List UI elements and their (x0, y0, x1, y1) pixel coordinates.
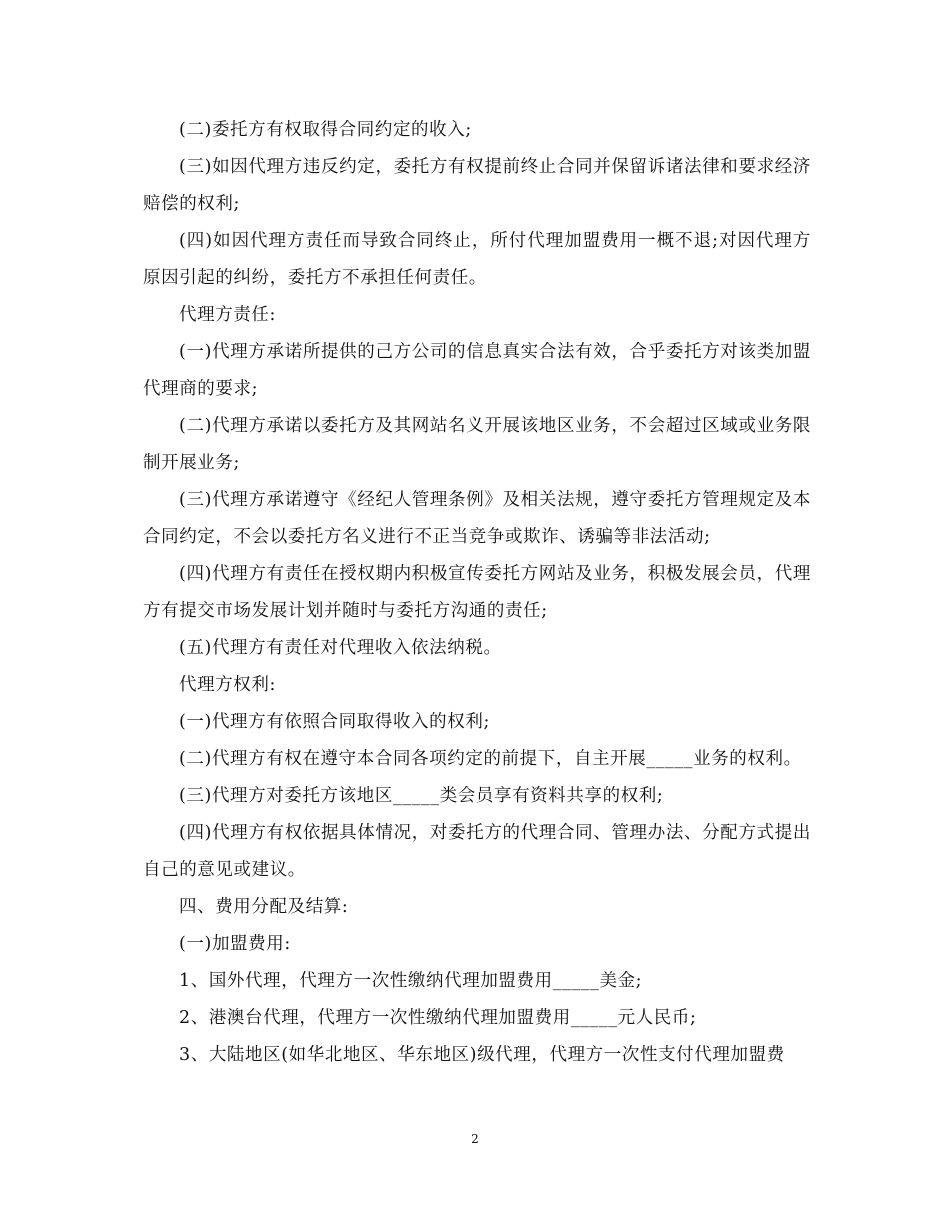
section-heading: 四、费用分配及结算: (179, 897, 349, 917)
section-heading: 代理方责任: (179, 305, 276, 325)
page-number: 2 (471, 1132, 479, 1146)
paragraph: 1、国外代理，代理方一次性缴纳代理加盟费用_____美金; (179, 971, 643, 991)
paragraph: (三)如因代理方违反约定，委托方有权提前终止合同并保留诉诸法律和要求经济赔偿的权利; (143, 157, 811, 214)
paragraph: (二)代理方有权在遵守本合同各项约定的前提下，自主开展_____业务的权利。 (179, 749, 802, 769)
section-heading: 代理方权利: (179, 675, 276, 695)
paragraph: (一)代理方有依照合同取得收入的权利; (179, 712, 490, 732)
paragraph: (三)代理方承诺遵守《经纪人管理条例》及相关法规，遵守委托方管理规定及本合同约定，不会以委托方名义进行不正当竞争或欺诈、诱骗等非法活动; (143, 490, 811, 547)
paragraph: (一)加盟费用: (179, 934, 291, 954)
paragraph: (二)委托方有权取得合同约定的收入; (179, 120, 472, 140)
paragraph: (一)代理方承诺所提供的己方公司的信息真实合法有效，合乎委托方对该类加盟代理商的要求; (143, 342, 811, 399)
paragraph: (四)如因代理方责任而导致合同终止，所付代理加盟费用一概不退;对因代理方原因引起的纠纷，委托方不承担任何责任。 (143, 231, 811, 288)
paragraph: (五)代理方有责任对代理收入依法纳税。 (179, 638, 502, 658)
paragraph: 3、大陆地区(如华北地区、华东地区)级代理，代理方一次性支付代理加盟费 (179, 1045, 785, 1065)
paragraph: (三)代理方对委托方该地区_____类会员享有资料共享的权利; (179, 786, 664, 806)
paragraph: (四)代理方有责任在授权期内积极宣传委托方网站及业务，积极发展会员，代理方有提交市场发展计划并随时与委托方沟通的责任; (143, 564, 811, 621)
paragraph: (四)代理方有权依据具体情况，对委托方的代理合同、管理办法、分配方式提出自己的意见或建议。 (143, 823, 811, 880)
document-body (143, 112, 811, 1074)
paragraph: (二)代理方承诺以委托方及其网站名义开展该地区业务，不会超过区域或业务限制开展业务; (143, 416, 811, 473)
paragraph: 2、港澳台代理，代理方一次性缴纳代理加盟费用_____元人民币; (179, 1008, 697, 1028)
